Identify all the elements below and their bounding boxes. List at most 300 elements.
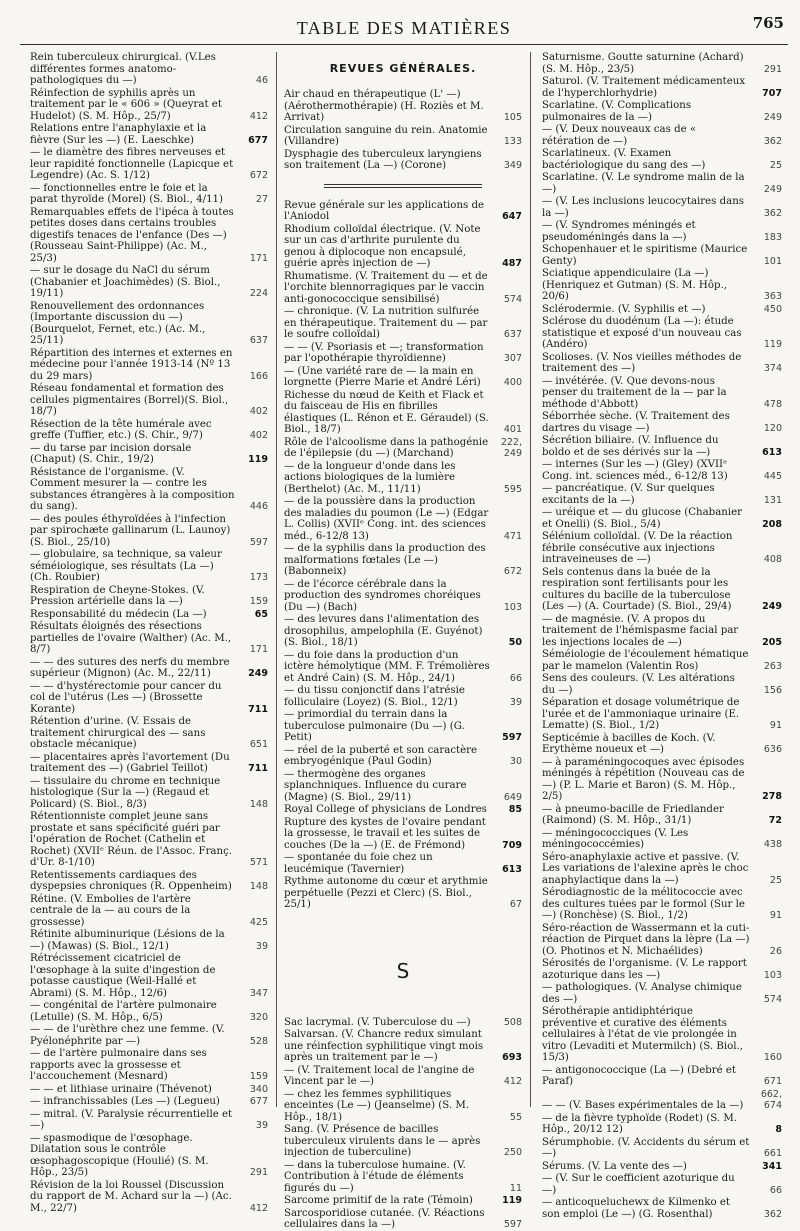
entry-page-number: 119 (248, 454, 268, 465)
entry-text: Révision de la loi Roussel (Discussion du rapport de M. Achard sur la —) (Ac. M., 22/7) (30, 1179, 232, 1214)
index-entry (284, 852, 522, 875)
index-entry (284, 685, 522, 708)
index-entry (284, 1195, 522, 1207)
entry-page-number: 508 (503, 1016, 522, 1028)
entry-text: — chronique. (V. La nutrition sulfurée en thérapeutique. Traitement du — par le soufre colloïdal) (284, 306, 488, 340)
entry-text: Résistance de l'organisme. (V. Comment mesurer la — contre les substances étrangères à la composition du sang). (30, 466, 235, 512)
index-entry (284, 614, 522, 649)
entry-page-number: 349 (503, 160, 522, 171)
entry-text: — des levures dans l'alimentation des drosophilus, ampelophila (E. Guyénot) (S. Biol., 18/1) (284, 614, 483, 648)
entry-page-number: 91 (769, 720, 782, 731)
entry-page-number: 597 (503, 1219, 522, 1230)
entry-page-number: 66 (509, 672, 522, 684)
index-entry (542, 52, 782, 75)
index-entry (542, 1113, 782, 1136)
entry-text: Schopenhauer et le spiritisme (Maurice Genty) (542, 244, 748, 267)
entry-text: Résultats éloignés des résections partielles de l'ovaire (Walther) (Ac. M., 8/7) (30, 621, 232, 655)
entry-page-number: 205 (762, 636, 782, 648)
entry-text: Respiration de Cheyne-Stokes. (V. Pression artérielle dans la —) (30, 584, 205, 607)
entry-page-number: 91 (769, 910, 782, 921)
index-entry (284, 271, 522, 306)
index-entry (30, 52, 268, 87)
entry-list (284, 200, 522, 911)
entry-text: Rétention d'urine. (V. Essais de traitement chirurgical des — sans obstacle mécanique) (30, 716, 206, 750)
index-entry (542, 268, 782, 303)
entry-text: Séméiologie de l'écoulement hématique par le mamelon (Valentin Ros) (542, 649, 749, 672)
index-entry (30, 870, 268, 893)
index-entry (30, 621, 268, 656)
index-entry (30, 1180, 268, 1215)
entry-page-number: 613 (762, 446, 782, 458)
index-entry (284, 709, 522, 744)
entry-text: — le diamètre des fibres nerveuses et leur rapidité fonctionnelle (Lapicque et Legendre) (Ac. S. 1/12) (30, 147, 234, 181)
entry-page-number: 637 (249, 335, 268, 346)
entry-page-number: 597 (249, 536, 268, 548)
entry-text: — uréique et — du glucose (Chabanier et Onelli) (S. Biol., 5/4) (542, 507, 742, 530)
entry-text: — de magnésie. (V. A propos du traitement de l'hémispasme facial par les injections locales de —) (542, 613, 739, 648)
entry-page-number: 249 (763, 111, 782, 123)
entry-page-number: 445 (763, 470, 782, 482)
entry-text: — de l'artère pulmonaire dans ses rapports avec la grossesse et l'accouchement (Mesnard) (30, 1048, 207, 1082)
entry-page-number: 487 (502, 258, 522, 269)
index-entry (542, 316, 782, 351)
index-entry (30, 1084, 268, 1096)
entry-page-number: 39 (255, 940, 268, 952)
entry-text: Sérosités de l'organisme. (V. Le rapport azoturique dans les —) (542, 958, 747, 981)
index-entry (542, 244, 782, 267)
entry-page-number: 574 (503, 293, 522, 305)
entry-text: Sarcosporidiose cutanée. (V. Réactions cellulaires dans la —) (284, 1207, 485, 1230)
section-heading-revues: REVUES GÉNÉRALES. (329, 62, 477, 75)
entry-page-number: 171 (249, 252, 268, 264)
entry-text: — à paraméningocoques avec épisodes méningés à répétition (Nouveau cas de —) (P. L. Marie et Baron) (S. M. Hôp., 2/5) (542, 756, 745, 802)
entry-text: Sécrétion biliaire. (V. Influence du boldo et de ses dérivés sur la —) (542, 435, 719, 458)
entry-text: — (V. Syndromes méningés et pseudoméningés dans la —) (542, 220, 696, 243)
index-entry (30, 1133, 268, 1179)
entry-page-number: 291 (249, 1167, 268, 1178)
entry-text: Royal College of physicians de Londres (284, 804, 487, 815)
entry-page-number: 148 (249, 881, 268, 892)
index-entry (542, 376, 782, 411)
page-number: 765 (752, 14, 784, 32)
entry-page-number: 26 (769, 945, 782, 957)
entry-text: — antigonococcique (La —) (Debré et Paraf) (542, 1064, 737, 1087)
entry-page-number: 471 (503, 530, 522, 542)
index-entry (30, 609, 268, 621)
index-entry (542, 1161, 782, 1173)
entry-page-number: 148 (249, 798, 268, 810)
section-separator (324, 184, 482, 188)
index-entry (30, 419, 268, 442)
entry-page-number: 11 (509, 1182, 522, 1194)
index-entry (30, 894, 268, 929)
index-entry (542, 483, 782, 506)
index-entry (284, 461, 522, 496)
index-entry (542, 958, 782, 981)
entry-page-number: 159 (249, 596, 268, 607)
entry-text: Sclérose du duodénum (La —): étude statistique et exposé d'un nouveau cas (Andéro) (542, 316, 742, 350)
entry-page-number: 362 (763, 207, 782, 219)
index-entry (284, 650, 522, 685)
index-entry (542, 304, 782, 316)
index-entry (542, 100, 782, 123)
entry-text: Séro-anaphylaxie active et passive. (V. Les variations de l'alexine après le choc anaphylactique dans la —) (542, 851, 749, 886)
index-entry (30, 716, 268, 751)
entry-page-number: 278 (762, 791, 782, 802)
index-entry (284, 1017, 522, 1029)
entry-text: — de la poussière dans la production des maladies du poumon (Le —) (Edgar L. Collis) (XVIIᵉ Cong. int. des sciences méd., 6-12/8 13) (284, 496, 489, 542)
entry-text: Rétentionniste complet jeune sans prostate et sans spécificité guéri par l'opération de Rochet (Cathelin et Rochet) (XVIIᵉ Réun. de l'Assoc. Franç. d'Ur. 8-1/10) (30, 811, 233, 868)
index-entry (30, 953, 268, 999)
index-entry (30, 265, 268, 300)
entry-page-number: 55 (509, 1111, 522, 1123)
entry-text: Saturol. (V. Traitement médicamenteux de l'hyperchlorhydrie) (542, 76, 746, 99)
entry-text: — des poules éthyroïdées à l'infection par spirochæte gallinarum (L. Launoy) (S. Biol., 25/10) (30, 513, 231, 548)
index-entry (30, 929, 268, 952)
index-entry (30, 88, 268, 123)
index-entry (542, 411, 782, 434)
entry-page-number: 30 (509, 756, 522, 767)
entry-page-number: 249 (762, 601, 782, 612)
entry-text: — réel de la puberté et son caractère embryogénique (Paul Godin) (284, 744, 478, 767)
entry-page-number: 651 (249, 739, 268, 750)
entry-text: — primordial du terrain dans la tuberculose pulmonaire (Du —) (G. Petit) (284, 709, 465, 743)
entry-page-number: 166 (249, 370, 268, 382)
entry-page-number: 595 (503, 483, 522, 495)
entry-text: Sciatique appendiculaire (La —) (Henriquez et Gutman) (S. M. Hôp., 20/6) (542, 268, 727, 302)
index-columns (30, 52, 785, 1230)
entry-text: — anticoqueluchewx de Kilmenko et son emploi (Le —) (G. Rosenthal) (542, 1197, 731, 1220)
entry-text: Circulation sanguine du rein. Anatomie (Villandre) (284, 124, 488, 147)
index-entry (30, 1109, 268, 1132)
index-entry (284, 224, 522, 270)
index-entry (30, 549, 268, 584)
index-entry (284, 437, 522, 460)
index-entry (542, 733, 782, 756)
index-entry (542, 220, 782, 243)
index-entry (284, 200, 522, 223)
index-entry (284, 769, 522, 804)
entry-page-number: 671 (763, 1076, 782, 1087)
entry-page-number: 119 (502, 1195, 522, 1206)
entry-text: — (V. Deux nouveaux cas de « rétération de —) (542, 124, 697, 147)
index-entry (284, 1065, 522, 1088)
entry-text: Renouvellement des ordonnances (Importante discussion du —) (Bourquelot, Fernet, etc.) (Ac. M., 25/11) (30, 300, 206, 346)
index-entry (542, 1137, 782, 1160)
entry-text: Séro-réaction de Wassermann et la cuti-réaction de Pirquet dans la lèpre (La —) (O. Photinos et N. Michaélides) (542, 922, 750, 957)
entry-page-number: 131 (763, 494, 782, 506)
entry-page-number: 677 (248, 134, 268, 146)
index-entry (30, 123, 268, 146)
entry-text: Air chaud en thérapeutique (L' —) (Aérothermothérapie) (H. Roziès et M. Arrivat) (284, 89, 484, 123)
index-entry (30, 383, 268, 418)
entry-text: Rétrécissement cicatriciel de l'œsophage à la suite d'ingestion de potasse caustique (Weil-Hallé et Abrami) (S. M. Hôp., 12/6) (30, 953, 216, 999)
index-entry (542, 76, 782, 99)
index-entry (284, 543, 522, 578)
entry-page-number: 709 (502, 839, 522, 851)
column-1 (30, 52, 268, 1214)
entry-page-number: 291 (763, 63, 782, 75)
entry-text: — du tissu conjonctif dans l'atrésie folliculaire (Loyez) (S. Biol., 12/1) (284, 685, 465, 708)
entry-text: Remarquables effets de l'ipéca à toutes petites doses dans certains troubles digestifs tenaces de l'enfance (Des —) (Rousseau Saint-Philippe) (Ac. M., 25/3) (30, 206, 234, 264)
entry-text: Rôle de l'alcoolisme dans la pathogénie de l'épilepsie (du —) (Marchand) (284, 436, 489, 459)
entry-text: — de la longueur d'onde dans les actions biologiques de la lumière (Berthelot) (Ac. M., 11/11) (284, 460, 456, 495)
entry-page-number: 159 (249, 1071, 268, 1082)
index-entry (30, 147, 268, 182)
entry-text: Sang. (V. Présence de bacilles tuberculeux virulents dans le — après injection de tuberculine) (284, 1124, 481, 1158)
entry-text: Scarlatine. (V. Complications pulmonaires de la —) (542, 100, 692, 123)
entry-text: — (V. Sur le coefficient azoturique du —) (542, 1173, 735, 1196)
entry-text: — fonctionnelles entre le foie et la parat thyroïde (Morel) (S. Biol., 4/11) (30, 182, 224, 205)
entry-page-number: 46 (255, 75, 268, 86)
entry-page-number: 613 (502, 863, 522, 875)
entry-text: Dysphagie des tuberculeux laryngiens son traitement (La —) (Corone) (284, 148, 482, 171)
index-entry (542, 1065, 782, 1088)
entry-text: — dans la tuberculose humaine. (V. Contribution à l'étude de éléments figurés du —) (284, 1159, 466, 1194)
entry-text: Rétinite albuminurique (Lésions de la —) (Mawas) (S. Biol., 12/1) (30, 929, 225, 952)
entry-page-number: 39 (255, 1120, 268, 1131)
entry-text: Saturnisme. Goutte saturnine (Achard) (S. M. Hôp., 23/5) (542, 52, 744, 75)
index-entry (284, 1124, 522, 1159)
entry-text: Scolioses. (V. Nos vieilles méthodes de traitement des —) (542, 351, 742, 374)
entry-page-number: 672 (503, 566, 522, 577)
index-entry (284, 579, 522, 614)
index-entry (542, 1173, 782, 1196)
index-entry (542, 148, 782, 171)
entry-text: Rhodium colloïdal électrique. (V. Note sur un cas d'arthrite purulente du genou à diplocoque non encapsulé, guérie après injection de —) (284, 223, 481, 269)
entry-text: Rhumatisme. (V. Traitement du — et de l'orchite blennorragiques par le vaccin anti-gonococcique sensibilisé) (284, 270, 488, 305)
entry-text: Sarcome primitif de la rate (Témoin) (284, 1195, 473, 1206)
entry-text: — globulaire, sa technique, sa valeur séméiologique, ses résultats (La —) (Ch. Roubier) (30, 549, 222, 583)
entry-page-number: 263 (763, 660, 782, 672)
entry-page-number: 105 (503, 112, 522, 123)
index-entry (30, 1096, 268, 1108)
entry-page-number: 249 (248, 668, 268, 679)
entry-text: — infranchissables (Les —) (Legueu) (30, 1096, 220, 1107)
entry-page-number: 67 (509, 899, 522, 910)
entry-page-number: 156 (763, 684, 782, 696)
entry-text: — congénital de l'artère pulmonaire (Letulle) (S. M. Hôp., 6/5) (30, 1000, 217, 1023)
entry-page-number: 412 (249, 1202, 268, 1214)
entry-page-number: 27 (255, 194, 268, 205)
entry-text: — — des sutures des nerfs du membre supérieur (Mignon) (Ac. M., 22/11) (30, 656, 230, 679)
entry-text: Scarlatineux. (V. Examen bactériologique du sang des —) (542, 148, 706, 171)
entry-page-number: 693 (502, 1052, 522, 1063)
entry-page-number: 341 (762, 1160, 782, 1172)
index-entry (542, 196, 782, 219)
index-entry (542, 352, 782, 375)
index-entry (542, 507, 782, 530)
index-entry (542, 649, 782, 672)
index-entry (284, 496, 522, 542)
entry-text: Sclérodermie. (V. Syphilis et —) (542, 303, 706, 315)
entry-text: — (V. Les inclusions leucocytaires dans la —) (542, 196, 745, 219)
index-entry (542, 124, 782, 147)
index-entry (542, 828, 782, 851)
entry-page-number: 224 (249, 288, 268, 299)
index-entry (542, 982, 782, 1005)
header-rule (20, 44, 788, 45)
entry-list (542, 52, 782, 1220)
entry-page-number: 362 (763, 1208, 782, 1220)
entry-page-number: 677 (249, 1096, 268, 1107)
entry-text: Séparation et dosage volumétrique de l'urée et de l'ammoniaque urinaire (E. Lematte) (S. Biol., 1/2) (542, 697, 740, 731)
entry-page-number: 171 (249, 644, 268, 655)
index-entry (542, 887, 782, 922)
index-entry (542, 172, 782, 195)
entry-page-number: 101 (763, 255, 782, 267)
entry-page-number: 208 (762, 518, 782, 530)
entry-page-number: 711 (248, 703, 268, 715)
letter-heading: S (396, 958, 410, 983)
entry-text: — méningococciques (V. Les méningococcémies) (542, 827, 689, 850)
entry-page-number: 446 (249, 501, 268, 512)
index-entry (284, 390, 522, 436)
entry-text: Salvarsan. (V. Chancre redux simulant une réinfection syphilitique vingt mois après un traitement par le —) (284, 1029, 484, 1063)
entry-text: — thermogène des organes splanchniques. Influence du curare (Magne) (S. Biol., 29/11) (284, 768, 467, 803)
entry-page-number: 401 (503, 424, 522, 435)
entry-text: Sélénium colloïdal. (V. De la réaction fébrile consécutive aux injections intraveineuses de —) (542, 531, 733, 565)
index-entry (284, 1160, 522, 1195)
entry-page-number: 8 (775, 1124, 782, 1135)
entry-page-number: 571 (249, 857, 268, 868)
entry-text: Relations entre l'anaphylaxie et la fièvre (Sur les —) (E. Laeschke) (30, 123, 207, 146)
index-entry (30, 183, 268, 206)
entry-text: Scarlatine. (V. Le syndrome malin de la —) (542, 172, 745, 195)
index-entry (30, 301, 268, 347)
entry-text: — (Une variété rare de — la main en lorgnette (Pierre Marie et André Léri) (284, 365, 481, 388)
entry-text: Rétine. (V. Embolies de l'artère centrale de la — au cours de la grossesse) (30, 893, 191, 928)
index-entry (284, 817, 522, 852)
entry-text: Sac lacrymal. (V. Tuberculose du —) (284, 1016, 471, 1028)
index-entry (30, 207, 268, 265)
entry-text: — placentaires après l'avortement (Du traitement des —) (Gabriel Teillot) (30, 751, 230, 774)
entry-page-number: 425 (249, 916, 268, 928)
entry-page-number: 347 (249, 987, 268, 999)
entry-text: — — d'hystérectomie pour cancer du col de l'utérus (Les —) (Brossette Korante) (30, 680, 222, 715)
entry-text: Rein tuberculeux chirurgical. (V.Les différentes formes anatomo-pathologiques du —) (30, 52, 216, 86)
index-entry (30, 585, 268, 608)
entry-page-number: 66 (769, 1184, 782, 1196)
entry-page-number: 438 (763, 839, 782, 850)
entry-page-number: 711 (248, 763, 268, 774)
index-entry (30, 1024, 268, 1047)
entry-text: Sérothérapie antidiphtérique préventive et curative des éléments cellulaires à l'état de vie prolongée in vitro (Levaditi et Mutermilch) (S. Biol., 15/3) (542, 1006, 743, 1063)
entry-page-number: 133 (503, 136, 522, 147)
index-entry (542, 697, 782, 732)
entry-text: Séborrhée sèche. (V. Traitement des dartres du visage —) (542, 411, 730, 434)
entry-text: Retentissements cardiaques des dyspepsies chroniques (R. Oppenheim) (30, 869, 232, 892)
entry-text: — pathologiques. (V. Analyse chimique des —) (542, 982, 742, 1005)
entry-page-number: 249 (763, 183, 782, 195)
page-title: TABLE DES MATIÈRES (296, 18, 512, 38)
entry-text: — chez les femmes syphilitiques enceintes (Le —) (Jeanselme) (S. M. Hôp., 18/1) (284, 1088, 470, 1123)
column-2 (284, 52, 522, 1230)
entry-page-number: 120 (763, 422, 782, 434)
entry-page-number: 160 (763, 1052, 782, 1063)
entry-page-number: 647 (502, 211, 522, 222)
entry-text: Septicémie à bacilles de Koch. (V. Erythème noueux et —) (542, 732, 716, 755)
index-entry (284, 125, 522, 148)
entry-text: — de la syphilis dans la production des malformations fœtales (Le —) (Babonneix) (284, 543, 486, 577)
entry-page-number: 119 (763, 339, 782, 350)
entry-text: — du tarse par incision dorsale (Chaput) (S. Chir., 19/2) (30, 442, 192, 465)
index-entry (284, 1208, 522, 1231)
entry-text: — sur le dosage du NaCl du sérum (Chabanier et Joachimèdes) (S. Biol., 19/11) (30, 265, 221, 299)
index-entry (542, 757, 782, 803)
entry-page-number: 50 (508, 637, 522, 648)
entry-text: — à pneumo-bacille de Friedlander (Raimond) (S. M. Hôp., 31/1) (542, 803, 724, 826)
entry-page-number: 478 (763, 398, 782, 410)
entry-list (284, 1017, 522, 1231)
entry-page-number: 320 (249, 1011, 268, 1023)
index-entry (542, 673, 782, 696)
entry-list (284, 89, 522, 172)
index-entry (284, 149, 522, 172)
entry-text: — mitral. (V. Paralysie récurrentielle et —) (30, 1108, 233, 1131)
index-entry (30, 1048, 268, 1083)
entry-text: — de la fièvre typhoïde (Rodet) (S. M. Hôp., 20/12 12) (542, 1112, 737, 1135)
index-entry (284, 366, 522, 389)
entry-page-number: 408 (763, 554, 782, 565)
entry-page-number: 402 (249, 430, 268, 441)
index-entry (30, 348, 268, 383)
entry-text: — du foie dans la production d'un ictère hémolytique (MM. F. Trémolières et André Cain) (S. M. Hôp., 24/1) (284, 649, 490, 684)
index-entry (30, 657, 268, 680)
index-entry (284, 876, 522, 911)
index-entry (30, 1000, 268, 1023)
entry-text: — pancréatique. (V. Sur quelques excitants de la —) (542, 483, 715, 506)
index-entry (542, 567, 782, 613)
index-entry (284, 306, 522, 341)
entry-page-number: 707 (762, 87, 782, 99)
entry-page-number: 574 (763, 993, 782, 1005)
index-entry (30, 514, 268, 549)
entry-text: Responsabilité du médecin (La —) (30, 608, 207, 620)
entry-text: Sérums. (V. La vente des —) (542, 1160, 687, 1172)
entry-text: Sérodiagnostic de la mélitococcie avec des cultures tuées par le formol (Sur le —) (Ronchèse) (S. Biol., 1/2) (542, 887, 745, 921)
entry-page-number: 103 (503, 601, 522, 613)
entry-page-number: 173 (249, 572, 268, 583)
entry-page-number: 25 (769, 874, 782, 886)
entry-page-number: 85 (508, 804, 522, 815)
entry-text: Répartition des internes et externes en médecine pour l'année 1913-14 (Nº 13 du 29 mars) (30, 347, 233, 382)
entry-page-number: 450 (763, 303, 782, 315)
entry-page-number: 307 (503, 353, 522, 364)
index-entry (284, 804, 522, 816)
index-entry (30, 752, 268, 775)
entry-page-number: 374 (763, 363, 782, 374)
index-entry (284, 89, 522, 124)
index-entry (284, 745, 522, 768)
index-entry (542, 459, 782, 482)
index-entry (30, 776, 268, 811)
index-entry (30, 443, 268, 466)
entry-page-number: 637 (503, 329, 522, 340)
entry-page-number: 362 (763, 135, 782, 147)
index-entry (542, 923, 782, 958)
index-entry (542, 804, 782, 827)
entry-text: Réseau fondamental et formation des cellules pigmentaires (Borrel)(S. Biol., 18/7) (30, 383, 229, 417)
entry-text: — — (V. Psoriasis et —; transformation par l'opothérapie thyroïdienne) (284, 341, 484, 364)
index-entry (542, 614, 782, 649)
entry-page-number: 661 (763, 1148, 782, 1159)
entry-page-number: 528 (249, 1035, 268, 1047)
index-entry (30, 681, 268, 716)
entry-page-number: 636 (763, 744, 782, 755)
index-entry (542, 1197, 782, 1220)
entry-text: — — de l'urèthre chez une femme. (V. Pyélonéphrite par —) (30, 1024, 225, 1047)
